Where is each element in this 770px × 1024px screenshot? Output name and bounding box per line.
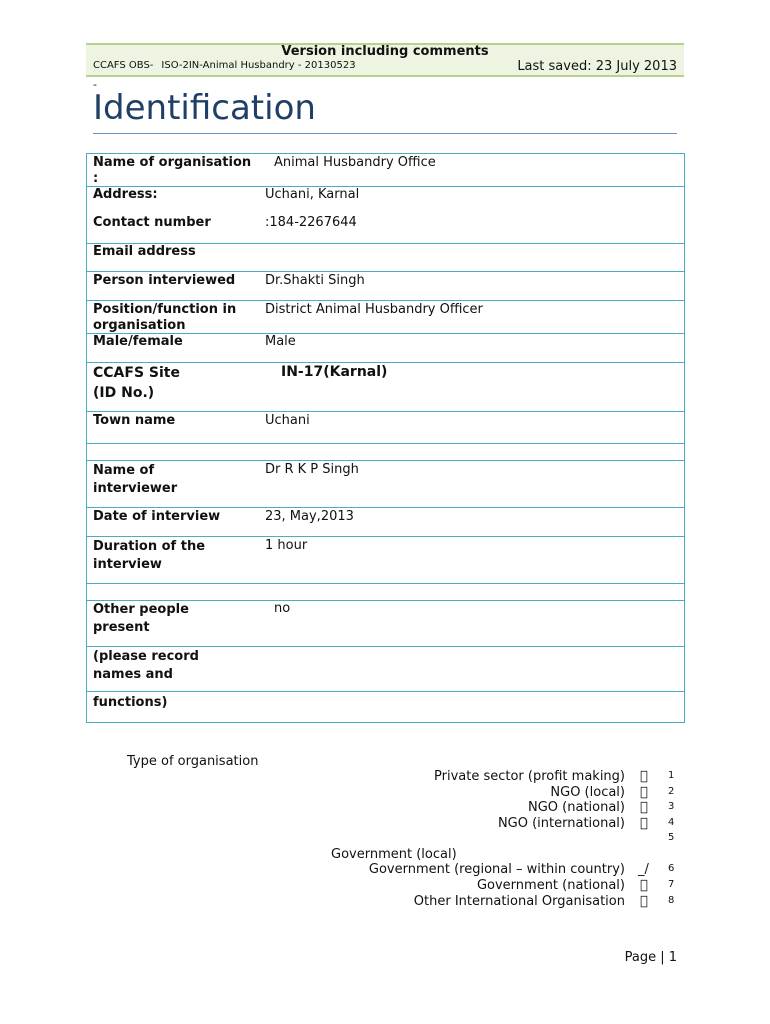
duration-label — [93, 538, 205, 574]
gender-value: Male — [265, 334, 296, 349]
duration-label-line-2: interview — [93, 557, 162, 572]
option-label: NGO (national) — [528, 800, 625, 815]
record-label-line-2: names and — [93, 667, 173, 682]
checkbox-icon[interactable] — [640, 769, 648, 784]
option-number: 2 — [668, 786, 675, 797]
others-value: no — [274, 601, 291, 616]
option-label: Government (local) — [331, 847, 457, 862]
duration-label-line-1: Duration of the — [93, 539, 206, 554]
org-name-label: Name of organisation : — [93, 155, 252, 186]
others-label-line-2: present — [93, 620, 150, 635]
option-number: 1 — [668, 770, 675, 781]
last-saved: Last saved: 23 July 2013 — [517, 59, 677, 74]
person-value: Dr.Shakti Singh — [265, 273, 365, 288]
interviewer-label-line-2: interviewer — [93, 481, 178, 496]
gender-label: Male/female — [93, 334, 183, 349]
row-divider — [87, 507, 684, 508]
option-label: Private sector (profit making) — [434, 769, 625, 784]
checkbox-icon[interactable] — [640, 785, 648, 800]
row-divider — [87, 536, 684, 537]
functions-label: functions) — [93, 695, 168, 710]
row-divider — [87, 300, 684, 301]
row-divider — [87, 460, 684, 461]
option-number: 3 — [668, 801, 675, 812]
person-label: Person interviewed — [93, 273, 236, 288]
contact-label: Contact number — [93, 215, 211, 230]
record-label-line-1: (please record — [93, 649, 199, 664]
position-value: District Animal Husbandry Officer — [265, 302, 483, 317]
doc-prefix: CCAFS OBS- — [93, 60, 154, 71]
option-number: 7 — [668, 879, 675, 890]
doc-reference — [93, 60, 364, 71]
site-label-line-2: (ID No.) — [93, 385, 155, 401]
row-divider — [87, 646, 684, 647]
contact-value: :184-2267644 — [265, 215, 357, 230]
email-label: Email address — [93, 244, 196, 259]
interviewer-label — [93, 462, 177, 498]
interviewer-label-line-1: Name of — [93, 463, 155, 478]
org-name-value: Animal Husbandry Office — [274, 155, 436, 170]
interviewer-value: Dr R K P Singh — [265, 462, 359, 477]
option-number: 6 — [668, 863, 675, 874]
row-divider — [87, 411, 684, 412]
checkbox-icon[interactable] — [640, 894, 648, 909]
row-divider — [87, 583, 684, 584]
version-label: Version including comments — [281, 44, 489, 59]
duration-value: 1 hour — [265, 538, 308, 553]
identification-table — [86, 153, 685, 723]
record-label — [93, 648, 199, 684]
position-label: Position/function in organisation — [93, 302, 237, 333]
option-number: 4 — [668, 817, 675, 828]
option-label: NGO (local) — [550, 785, 625, 800]
org-type-heading: Type of organisation — [127, 754, 259, 769]
page-number: Page | 1 — [624, 950, 677, 965]
address-value: Uchani, Karnal — [265, 187, 360, 202]
town-label: Town name — [93, 413, 176, 428]
checkbox-icon[interactable] — [640, 816, 648, 831]
row-divider — [87, 271, 684, 272]
checked-mark-icon[interactable]: _/ — [638, 862, 649, 877]
town-value: Uchani — [265, 413, 310, 428]
title-divider — [93, 133, 677, 134]
date-label: Date of interview — [93, 509, 221, 524]
site-label — [93, 363, 180, 403]
date-value: 23, May,2013 — [265, 509, 354, 524]
dash-mark: - — [93, 78, 97, 91]
row-divider — [87, 691, 684, 692]
address-label: Address: — [93, 187, 158, 202]
option-label: Government (national) — [476, 878, 625, 893]
checkbox-icon[interactable] — [640, 800, 648, 815]
doc-id: ISO-2IN-Animal Husbandry - 20130523 — [161, 60, 356, 71]
option-number: 5 — [668, 832, 675, 843]
option-label: NGO (international) — [497, 816, 625, 831]
site-value: IN-17(Karnal) — [281, 364, 388, 380]
checkbox-icon[interactable] — [640, 878, 648, 893]
option-label: Government (regional – within country) — [368, 862, 625, 877]
others-label — [93, 601, 189, 637]
option-number: 8 — [668, 895, 675, 906]
option-label: Other International Organisation — [413, 894, 625, 909]
others-label-line-1: Other people — [93, 602, 189, 617]
site-label-line-1: CCAFS Site — [93, 365, 180, 381]
page-title: Identification — [93, 88, 316, 128]
row-divider — [87, 443, 684, 444]
